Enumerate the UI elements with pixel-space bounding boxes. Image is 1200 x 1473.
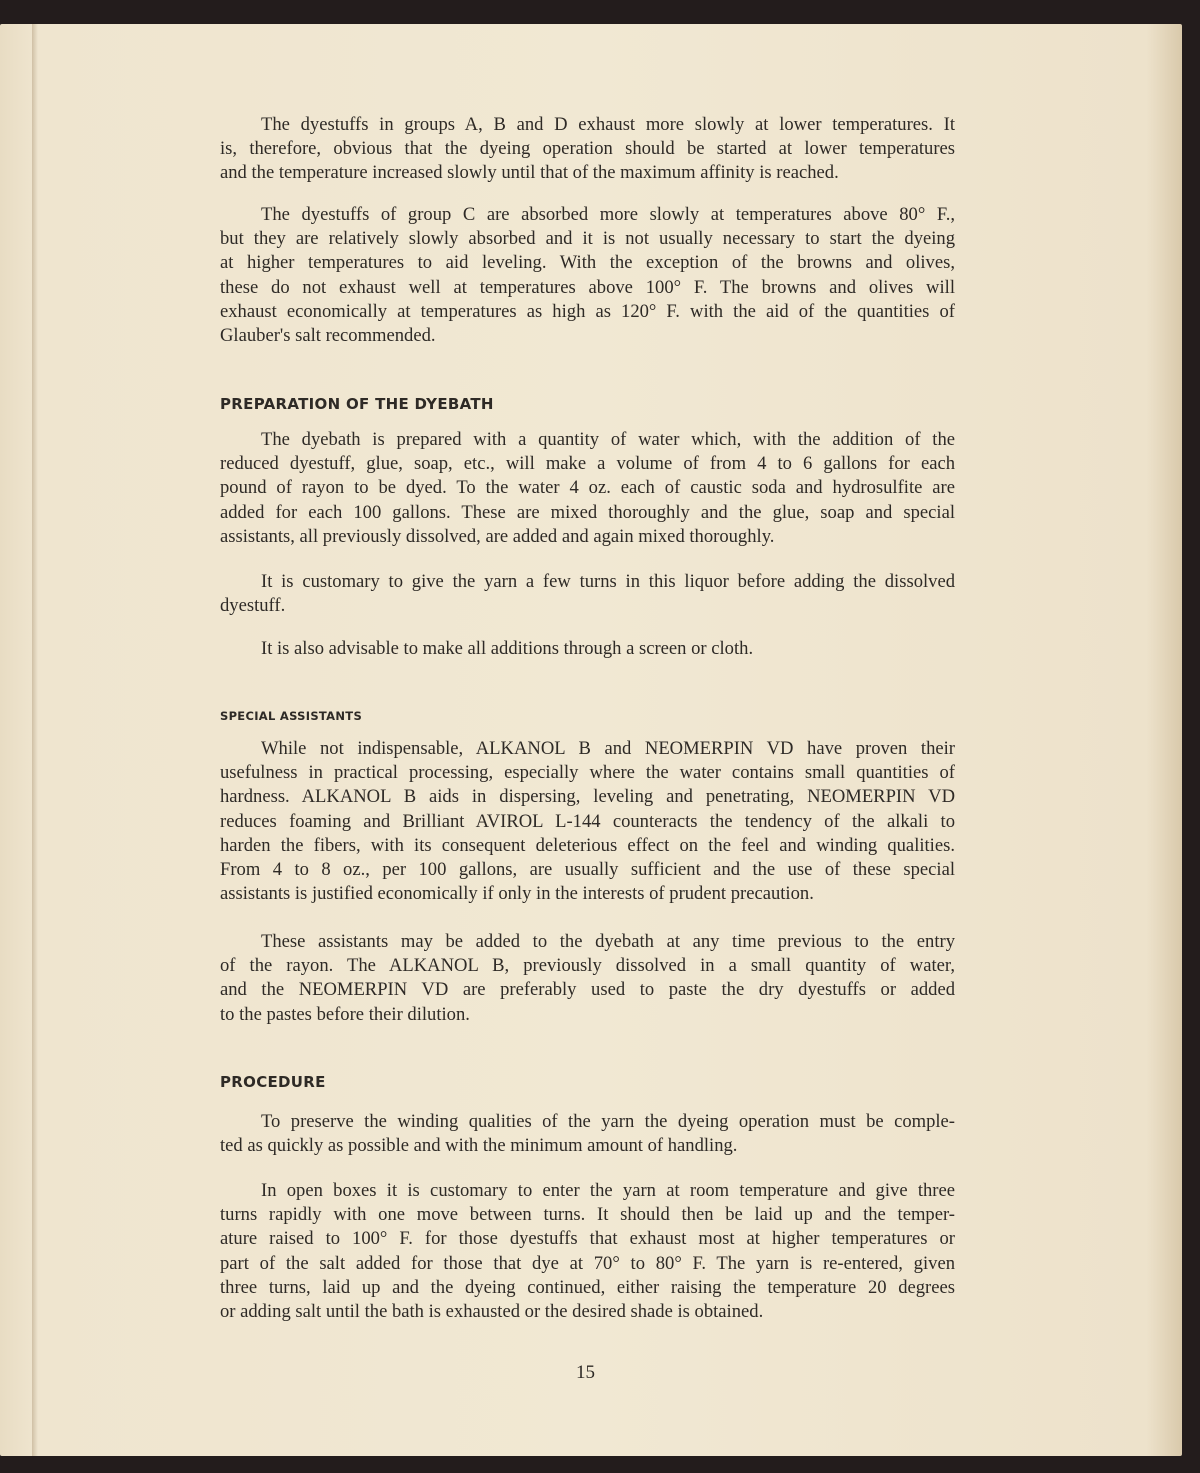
text-line: of the rayon. The ALKANOL B, previously dissolved in a small quantity of water, [220,955,955,977]
text-line: To preserve the winding qualities of the yarn the dyeing operation must be comple- [261,1111,955,1132]
paragraph [220,428,955,549]
text-line: It is customary to give the yarn a few turns in this liquor before adding the dissolved [261,571,955,592]
heading-preparation: PREPARATION OF THE DYEBATH [220,395,494,413]
text-line: or adding salt until the bath is exhausted or the desired shade is obtained. [220,1301,764,1323]
text-line: assistants is justified economically if only in the interests of prudent precaution. [220,883,814,905]
page-fold [32,24,38,1456]
text-line: and the temperature increased slowly until that of the maximum affinity is reached. [220,162,839,184]
text-line: ature raised to 100° F. for those dyestuffs that exhaust most at higher temperatures or [220,1228,955,1250]
paragraph [220,113,955,186]
text-line: hardness. ALKANOL B aids in dispersing, leveling and penetrating, NEOMERPIN VD [220,786,955,808]
text-line: From 4 to 8 oz., per 100 gallons, are usually sufficient and the use of these special [220,859,955,881]
text-line: these do not exhaust well at temperatures above 100° F. The browns and olives will [220,276,955,298]
paragraph [220,570,955,618]
heading-procedure: PROCEDURE [220,1073,326,1091]
text-line: usefulness in practical processing, especially where the water contains small quantities of [220,762,955,784]
text-line: It is also advisable to make all additions through a screen or cloth. [261,638,754,659]
text-line: The dyebath is prepared with a quantity of water which, with the addition of the [261,429,955,450]
text-line: dyestuff. [220,595,286,617]
heading-special-assistants: SPECIAL ASSISTANTS [220,709,363,723]
text-line: exhaust economically at temperatures as high as 120° F. with the aid of the quantities of [220,300,955,322]
text-line: The dyestuffs in groups A, B and D exhaust more slowly at lower temperatures. It [261,114,955,135]
paragraph [220,930,955,1027]
text-line: pound of rayon to be dyed. To the water 4 oz. each of caustic soda and hydrosulfite are [220,477,955,499]
text-line: reduced dyestuff, glue, soap, etc., will make a volume of from 4 to 6 gallons for each [220,453,955,475]
text-line: The dyestuffs of group C are absorbed more slowly at temperatures above 80° F., [261,204,955,225]
text-line: and the NEOMERPIN VD are preferably used to paste the dry dyestuffs or added [220,979,955,1001]
text-line: assistants, all previously dissolved, are added and again mixed thoroughly. [220,525,775,547]
text-line: While not indispensable, ALKANOL B and NEOMERPIN VD have proven their [261,738,955,759]
paragraph [220,1110,955,1158]
paragraph [220,637,955,661]
text-line: to the pastes before their dilution. [220,1003,470,1025]
text-line: harden the fibers, with its consequent deleterious effect on the feel and winding qualities. [220,834,955,856]
text-line: is, therefore, obvious that the dyeing operation should be started at lower temperatures [220,138,955,160]
text-line: turns rapidly with one move between turns. It should then be laid up and the temper- [220,1204,955,1226]
text-line: Glauber's salt recommended. [220,325,436,347]
text-line: added for each 100 gallons. These are mixed thoroughly and the glue, soap and special [220,501,955,523]
text-line: reduces foaming and Brilliant AVIROL L-144 counteracts the tendency of the alkali to [220,810,955,832]
paragraph [220,737,955,906]
text-line: at higher temperatures to aid leveling. With the exception of the browns and olives, [220,252,955,274]
text-line: part of the salt added for those that dye at 70° to 80° F. The yarn is re-entered, given [220,1252,955,1274]
page-number: 15 [576,1362,595,1383]
paragraph [220,1179,955,1324]
text-line: These assistants may be added to the dyebath at any time previous to the entry [261,931,955,952]
text-line: three turns, laid up and the dyeing continued, either raising the temperature 20 degrees [220,1276,955,1298]
text-line: but they are relatively slowly absorbed and it is not usually necessary to start the dyeing [220,228,955,250]
paragraph [220,203,955,348]
text-line: ted as quickly as possible and with the minimum amount of handling. [220,1135,738,1157]
text-line: In open boxes it is customary to enter the yarn at room temperature and give three [261,1180,955,1201]
